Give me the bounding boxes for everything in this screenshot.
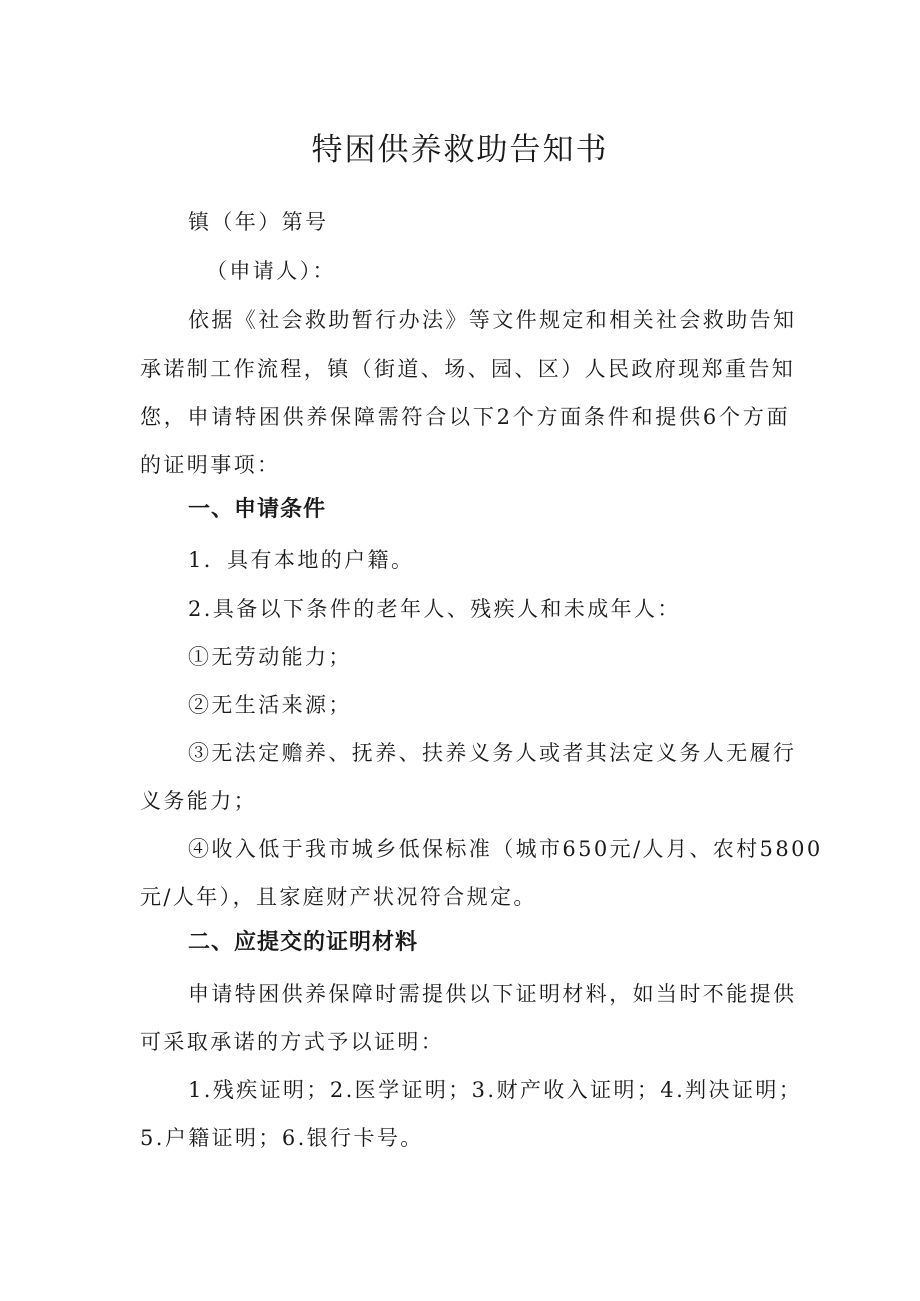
condition-2-sub-1: ①无劳动能力； bbox=[188, 645, 352, 669]
condition-2: 2.具备以下条件的老年人、残疾人和未成年人： bbox=[188, 597, 681, 621]
intro-line-4: 的证明事项： bbox=[140, 453, 281, 477]
condition-2-sub-3-line-2: 义务能力； bbox=[140, 789, 257, 813]
condition-2-sub-4-line-2: 元/人年），且家庭财产状况符合规定。 bbox=[140, 885, 537, 909]
condition-1: 1．具有本地的户籍。 bbox=[188, 548, 415, 572]
intro-line-2: 承诺制工作流程，镇（街道、场、园、区）人民政府现郑重告知 bbox=[140, 357, 796, 381]
document-number: 镇（年）第号 bbox=[188, 210, 329, 234]
condition-2-sub-3-line-1: ③无法定赡养、抚养、扶养义务人或者其法定义务人无履行 bbox=[188, 741, 797, 765]
condition-2-sub-4-line-1: ④收入低于我市城乡低保标准（城市650元/人月、农村5800 bbox=[188, 837, 823, 861]
page-title: 特困供养救助告知书 bbox=[311, 132, 609, 168]
section-1-heading: 一、申请条件 bbox=[188, 497, 327, 522]
intro-line-3: 您，申请特困供养保障需符合以下2个方面条件和提供6个方面 bbox=[140, 405, 790, 429]
materials-paragraph-line-2: 可采取承诺的方式予以证明： bbox=[140, 1030, 445, 1054]
materials-paragraph-line-1: 申请特困供养保障时需提供以下证明材料，如当时不能提供 bbox=[188, 982, 797, 1006]
section-2-heading: 二、应提交的证明材料 bbox=[188, 930, 419, 955]
addressee: （申请人）： bbox=[206, 259, 336, 283]
materials-list-line-2: 5.户籍证明；6.银行卡号。 bbox=[140, 1126, 424, 1150]
intro-line-1: 依据《社会救助暂行办法》等文件规定和相关社会救助告知 bbox=[188, 308, 797, 332]
condition-2-sub-2: ②无生活来源； bbox=[188, 693, 352, 717]
materials-list-line-1: 1.残疾证明；2.医学证明；3.财产收入证明；4.判决证明； bbox=[188, 1078, 803, 1102]
